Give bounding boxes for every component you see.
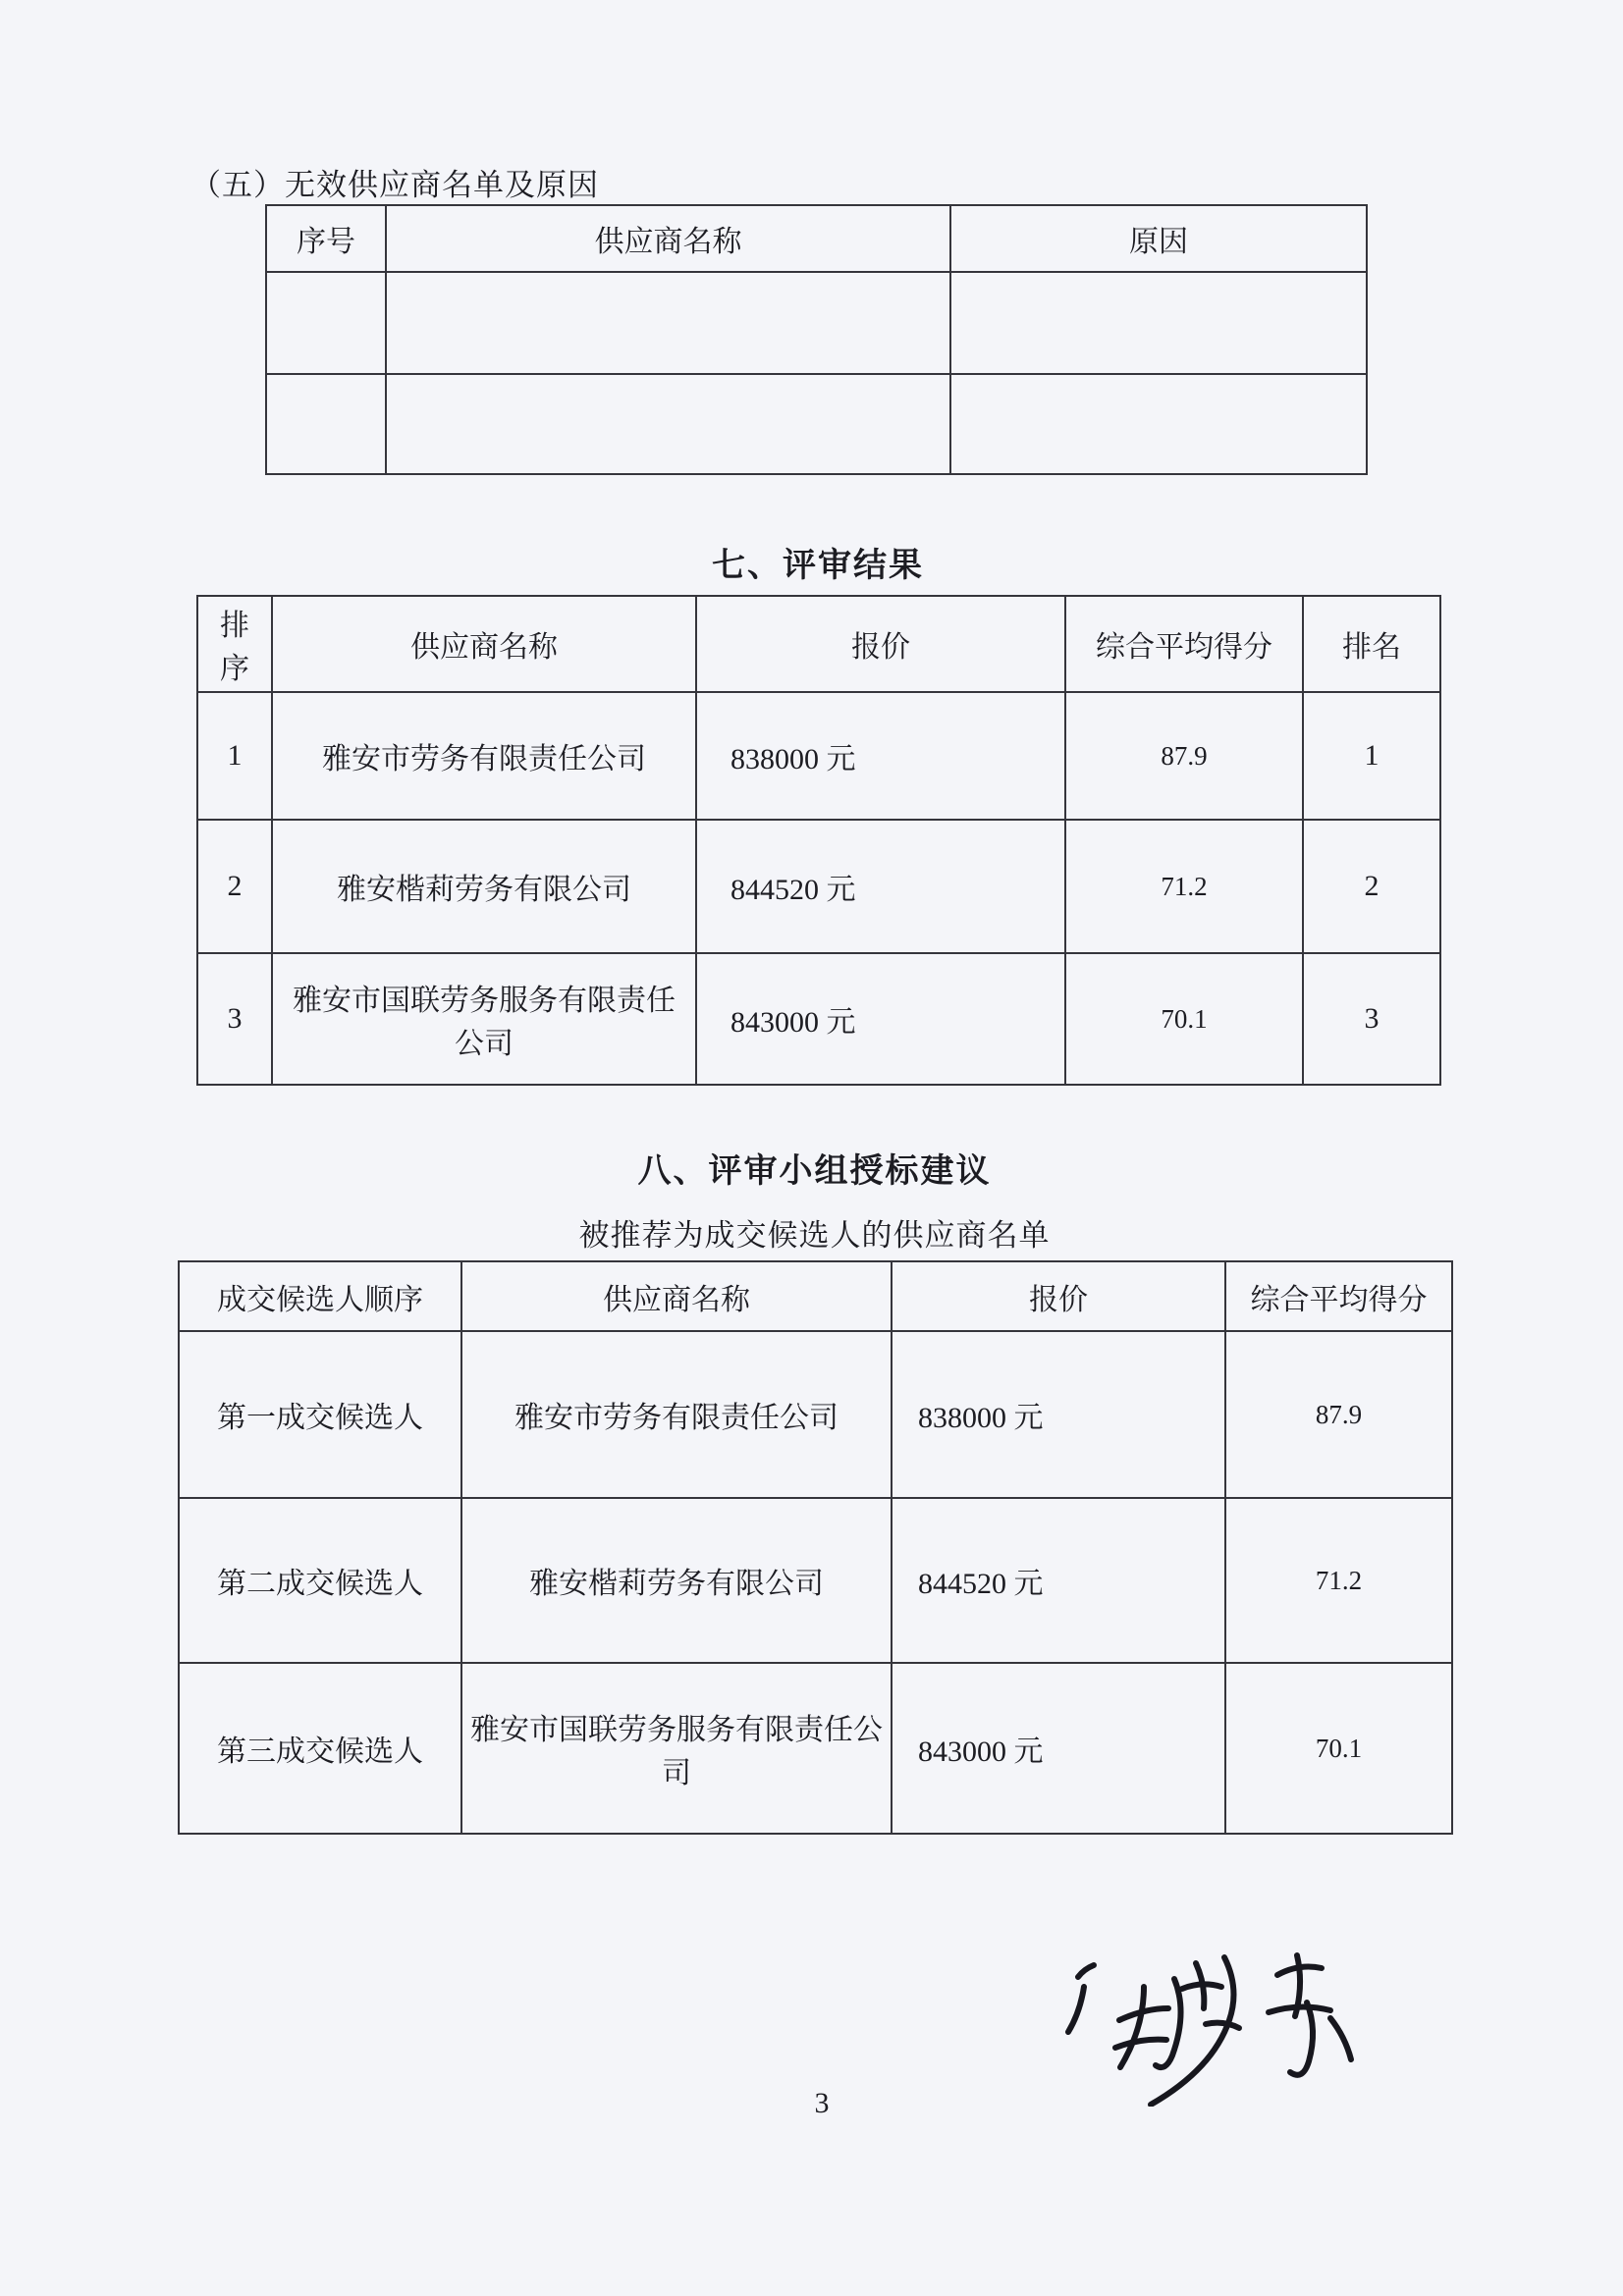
column-header: 供应商名称 [272, 596, 696, 692]
rank-cell: 2 [1303, 820, 1440, 953]
price-cell: 843000 元 [892, 1663, 1225, 1834]
rank-cell: 1 [1303, 692, 1440, 820]
table-header-row [266, 205, 1367, 272]
table-row [266, 374, 1367, 474]
review-results-table [196, 595, 1441, 1086]
table-row [179, 1498, 1452, 1663]
price-cell: 844520 元 [892, 1498, 1225, 1663]
table-row [197, 820, 1440, 953]
table-cell [386, 272, 950, 374]
supplier-cell: 雅安市劳务有限责任公司 [461, 1331, 892, 1498]
candidate-order-cell: 第二成交候选人 [179, 1498, 461, 1663]
order-cell: 2 [197, 820, 272, 953]
column-header: 成交候选人顺序 [179, 1261, 461, 1331]
section7-title: 七、评审结果 [712, 548, 924, 584]
table-row [179, 1331, 1452, 1498]
section5-heading: （五）无效供应商名单及原因 [190, 168, 599, 202]
page-number: 3 [814, 2087, 830, 2119]
rank-cell: 3 [1303, 953, 1440, 1085]
supplier-cell: 雅安市国联劳务服务有限责任公司 [272, 953, 696, 1085]
score-cell: 87.9 [1065, 692, 1303, 820]
column-header: 供应商名称 [461, 1261, 892, 1331]
price-cell: 838000 元 [892, 1331, 1225, 1498]
score-cell: 70.1 [1065, 953, 1303, 1085]
table-cell [950, 374, 1367, 474]
price-cell: 843000 元 [696, 953, 1065, 1085]
supplier-cell: 雅安市劳务有限责任公司 [272, 692, 696, 820]
score-cell: 70.1 [1225, 1663, 1452, 1834]
invalid-suppliers-table [265, 204, 1368, 475]
supplier-cell: 雅安楷莉劳务有限公司 [461, 1498, 892, 1663]
table-cell [386, 374, 950, 474]
table-cell [950, 272, 1367, 374]
table-row [266, 272, 1367, 374]
table-row [197, 953, 1440, 1085]
table-cell [266, 374, 386, 474]
price-cell: 838000 元 [696, 692, 1065, 820]
candidate-order-cell: 第三成交候选人 [179, 1663, 461, 1834]
column-header: 报价 [696, 596, 1065, 692]
handwritten-signature [1049, 1930, 1363, 2107]
score-cell: 71.2 [1225, 1498, 1452, 1663]
table-row [179, 1663, 1452, 1834]
column-header: 原因 [950, 205, 1367, 272]
price-cell: 844520 元 [696, 820, 1065, 953]
award-recommendation-table [178, 1260, 1453, 1835]
section8-title: 八、评审小组授标建议 [637, 1153, 992, 1190]
column-header: 综合平均得分 [1225, 1261, 1452, 1331]
column-header: 排名 [1303, 596, 1440, 692]
table-header-row [179, 1261, 1452, 1331]
supplier-cell: 雅安市国联劳务服务有限责任公司 [461, 1663, 892, 1834]
supplier-cell: 雅安楷莉劳务有限公司 [272, 820, 696, 953]
order-cell: 3 [197, 953, 272, 1085]
table-cell [266, 272, 386, 374]
column-header: 排序 [197, 596, 272, 692]
table-header-row [197, 596, 1440, 692]
score-cell: 87.9 [1225, 1331, 1452, 1498]
candidate-order-cell: 第一成交候选人 [179, 1331, 461, 1498]
section8-subtitle: 被推荐为成交候选人的供应商名单 [578, 1218, 1051, 1253]
column-header: 报价 [892, 1261, 1225, 1331]
score-cell: 71.2 [1065, 820, 1303, 953]
column-header: 综合平均得分 [1065, 596, 1303, 692]
table-row [197, 692, 1440, 820]
column-header: 序号 [266, 205, 386, 272]
order-cell: 1 [197, 692, 272, 820]
column-header: 供应商名称 [386, 205, 950, 272]
